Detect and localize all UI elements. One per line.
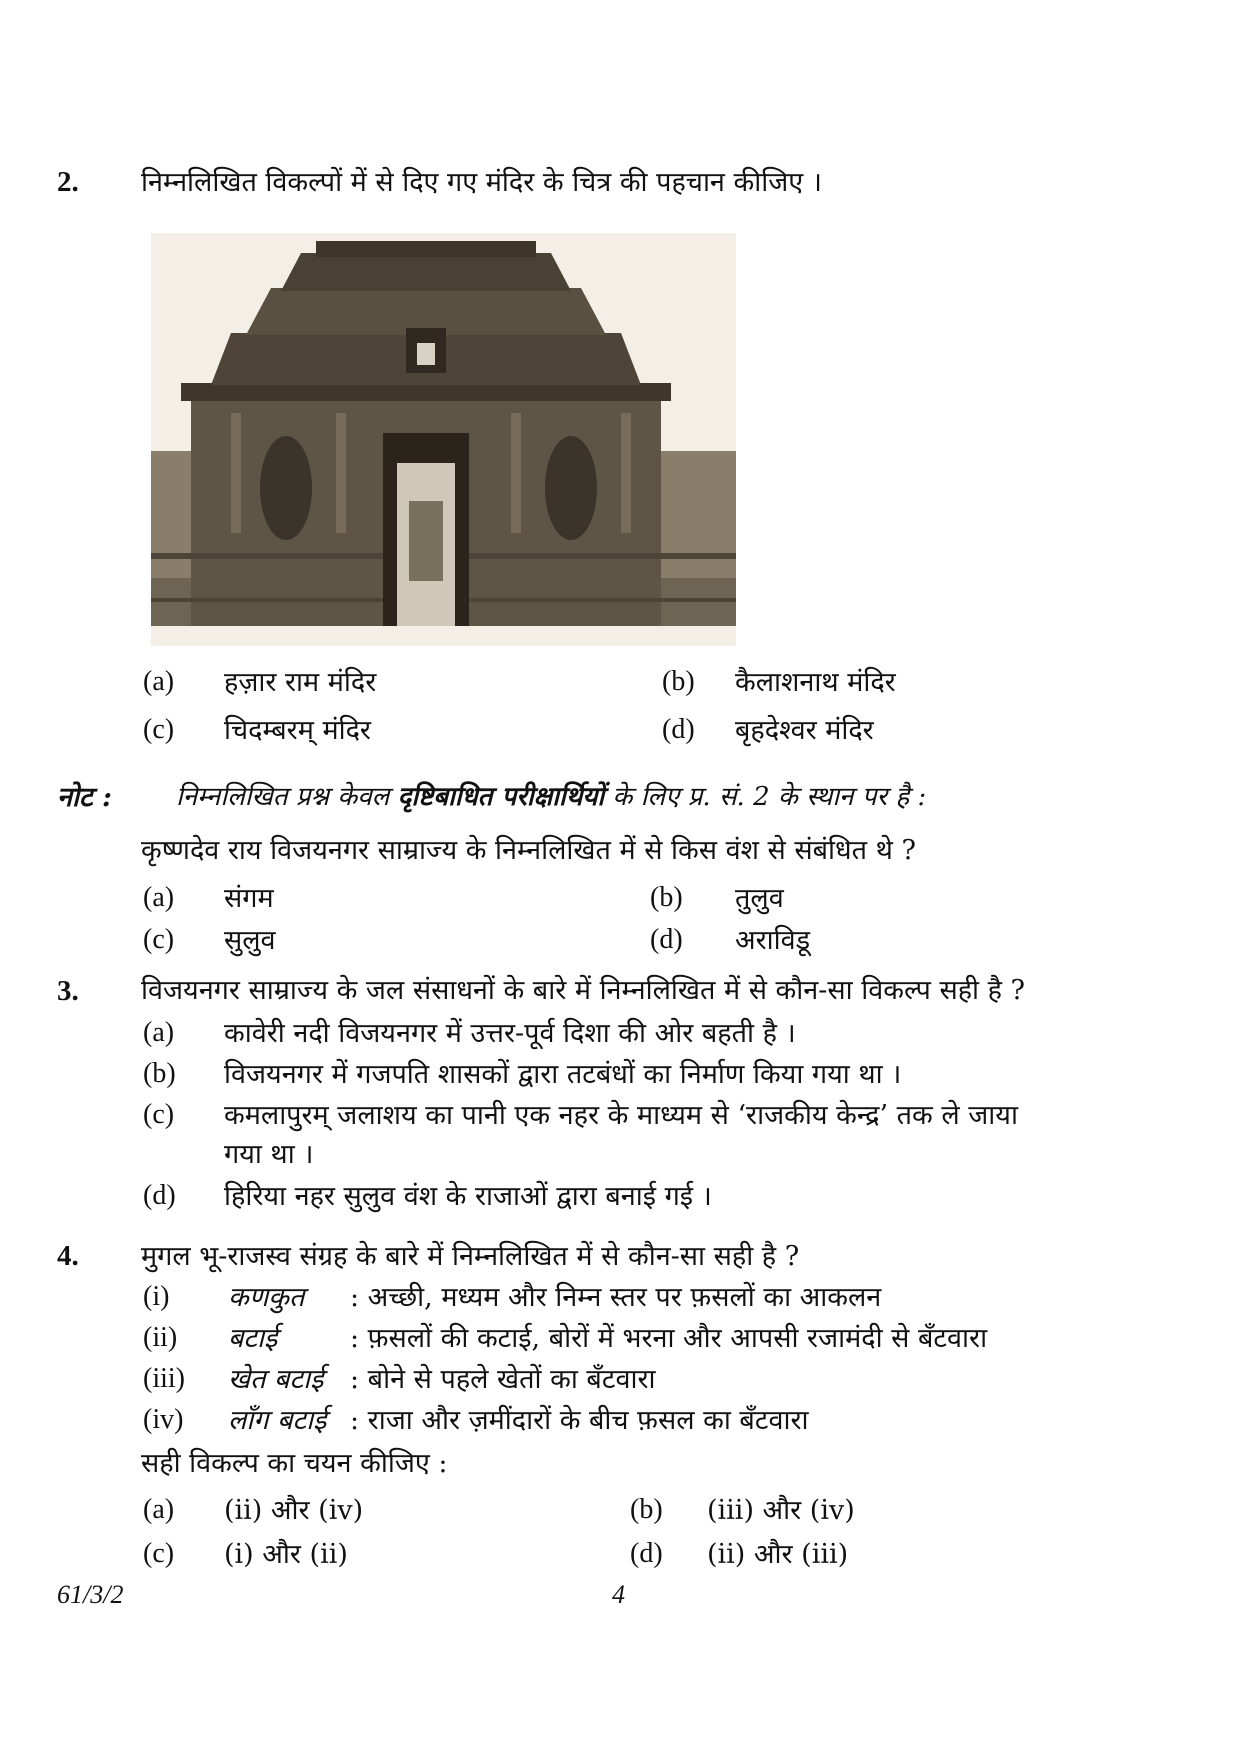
q3-option-c-text: कमलापुरम् जलाशय का पानी एक नहर के माध्यम से ‘राजकीय केन्द्र’ तक ले जाया [224, 1100, 1018, 1131]
q4-item-iv-desc: : राजा और ज़मींदारों के बीच फ़सल का बँटवारा [350, 1405, 809, 1436]
q2-option-b-text: कैलाशनाथ मंदिर [735, 667, 896, 698]
q4-item-iv-label: (iv) [143, 1404, 184, 1435]
q4-option-c-label: (c) [143, 1538, 175, 1569]
question-4-text: मुगल भू-राजस्व संग्रह के बारे में निम्नलिखित में से कौन-सा सही है ? [141, 1241, 800, 1272]
q2-option-b-label: (b) [662, 666, 695, 697]
question-4-number: 4. [57, 1240, 79, 1272]
q4-option-b-text: (iii) और (iv) [707, 1495, 855, 1526]
note-label: नोट : [57, 782, 112, 813]
q4-option-a-label: (a) [143, 1494, 175, 1525]
note-option-a-text: संगम [224, 883, 274, 914]
q4-item-ii-term: बटाई [228, 1323, 278, 1354]
q4-item-iv-term: लाँग बटाई [228, 1405, 327, 1436]
q2-option-c-text: चिदम्बरम् मंदिर [224, 715, 371, 746]
note-option-d-label: (d) [650, 924, 683, 955]
q3-option-b-text: विजयनगर में गजपति शासकों द्वारा तटबंधों का निर्माण किया गया था । [224, 1059, 902, 1090]
temple-photo [151, 233, 736, 646]
q2-option-c-label: (c) [143, 714, 175, 745]
note-option-b-text: तुलुव [735, 883, 784, 914]
q4-instruction: सही विकल्प का चयन कीजिए : [141, 1448, 448, 1479]
note-option-d-text: अराविडू [735, 925, 811, 956]
note-option-b-label: (b) [650, 882, 683, 913]
q4-option-a-text: (ii) और (iv) [224, 1495, 364, 1526]
q4-option-d-label: (d) [630, 1538, 663, 1569]
q4-item-iii-desc: : बोने से पहले खेतों का बँटवारा [350, 1364, 656, 1395]
note-option-a-label: (a) [143, 882, 175, 913]
q4-item-iii-term: खेत बटाई [228, 1364, 324, 1395]
q2-option-d-label: (d) [662, 714, 695, 745]
q3-option-c-text-continued: गया था । [224, 1139, 314, 1170]
note-option-c-label: (c) [143, 924, 175, 955]
question-2-number: 2. [57, 166, 79, 198]
question-2-text: निम्नलिखित विकल्पों में से दिए गए मंदिर के चित्र की पहचान कीजिए । [141, 167, 823, 198]
q4-item-i-term: कणकुत [228, 1282, 305, 1313]
paper-code: 61/3/2 [57, 1580, 124, 1609]
q4-item-i-label: (i) [143, 1281, 170, 1312]
q3-option-d-text: हिरिया नहर सुलुव वंश के राजाओं द्वारा बनाई गई । [224, 1181, 712, 1212]
q4-item-iii-label: (iii) [143, 1363, 185, 1394]
q4-item-ii-desc: : फ़सलों की कटाई, बोरों में भरना और आपसी रजामंदी से बँटवारा [350, 1323, 988, 1354]
q3-option-c-label: (c) [143, 1099, 175, 1130]
q3-option-a-text: कावेरी नदी विजयनगर में उत्तर-पूर्व दिशा की ओर बहती है । [224, 1018, 796, 1049]
q2-option-a-text: हज़ार राम मंदिर [224, 667, 377, 698]
note-question: कृष्णदेव राय विजयनगर साम्राज्य के निम्नलिखित में से किस वंश से संबंधित थे ? [141, 835, 916, 866]
q2-option-a-label: (a) [143, 666, 175, 697]
q4-option-c-text: (i) और (ii) [224, 1539, 348, 1570]
q3-option-a-label: (a) [143, 1017, 175, 1048]
q3-option-b-label: (b) [143, 1058, 176, 1089]
q4-option-b-label: (b) [630, 1494, 663, 1525]
page-number: 4 [612, 1580, 625, 1609]
q4-option-d-text: (ii) और (iii) [707, 1539, 849, 1570]
q3-option-d-label: (d) [143, 1180, 176, 1211]
question-3-number: 3. [57, 975, 79, 1007]
note-text: निम्नलिखित प्रश्न केवल दृष्टिबाधित परीक्षार्थियों के लिए प्र. सं. 2 के स्थान पर है : [176, 782, 927, 812]
question-3-text: विजयनगर साम्राज्य के जल संसाधनों के बारे में निम्नलिखित में से कौन-सा विकल्प सही है ? [141, 975, 1026, 1006]
q2-option-d-text: बृहदेश्वर मंदिर [735, 715, 874, 746]
note-option-c-text: सुलुव [224, 925, 276, 956]
q4-item-ii-label: (ii) [143, 1322, 178, 1353]
q4-item-i-desc: : अच्छी, मध्यम और निम्न स्तर पर फ़सलों का आकलन [350, 1282, 882, 1313]
